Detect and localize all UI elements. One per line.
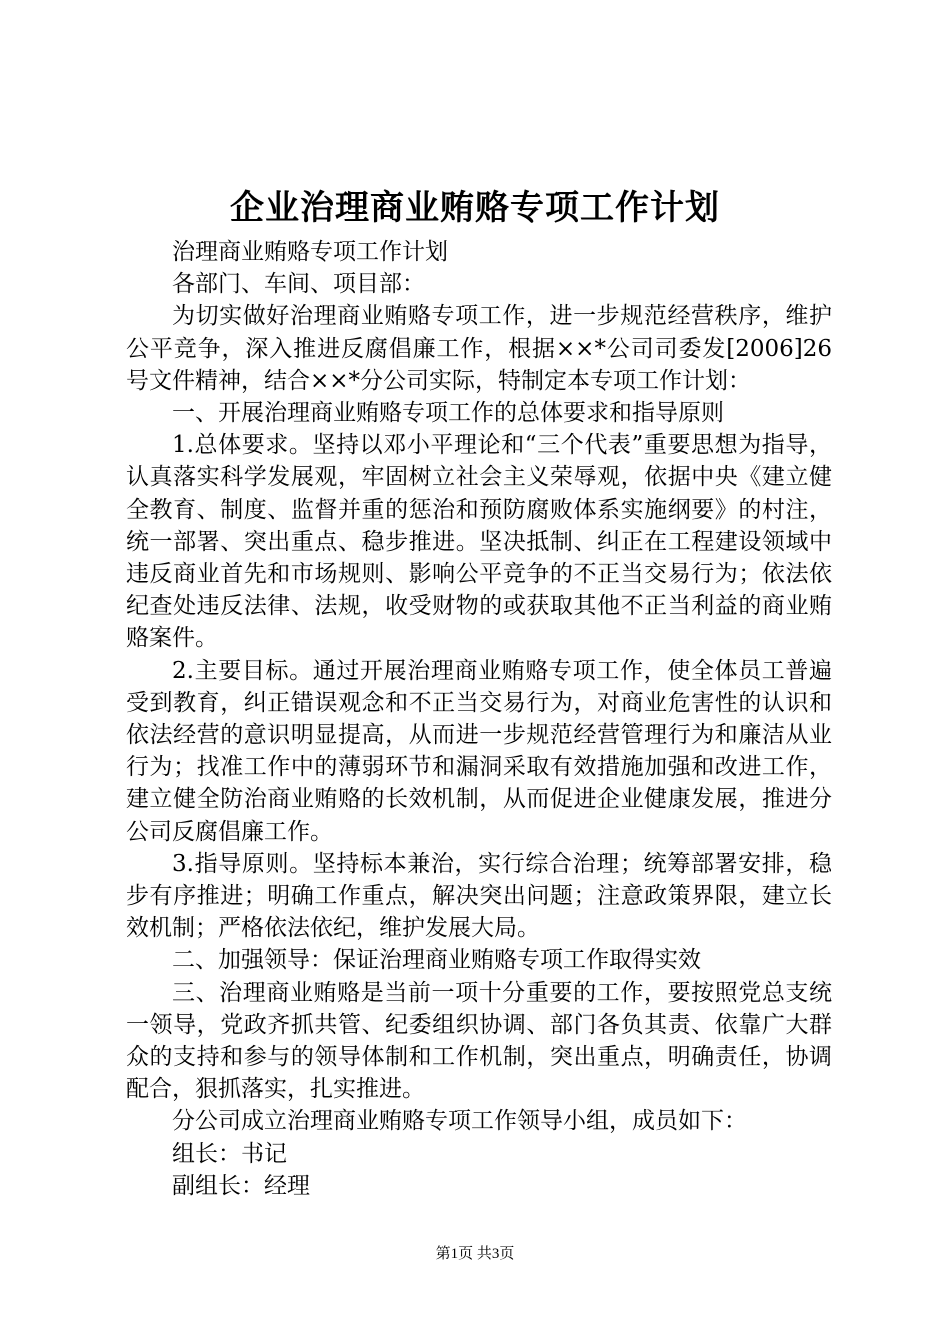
page-number-footer: 第1页 共3页 <box>435 1246 515 1262</box>
section-heading-2: 二、加强领导：保证治理商业贿赂专项工作取得实效 <box>172 947 701 974</box>
subtitle-line: 治理商业贿赂专项工作计划 <box>172 239 448 265</box>
intro-paragraph: 为切实做好治理商业贿赂专项工作，进一步规范经营秩序，维护公平竞争，深入推进反腐倡廉工作，根据××*公司司委发[2006]26号文件精神，结合××*分公司实际，特制定本专项工作计划： <box>126 303 832 394</box>
document-title: 企业治理商业贿赂专项工作计划 <box>230 188 720 228</box>
deputy-leader-line: 副组长：经理 <box>172 1172 310 1199</box>
leadership-group-intro: 分公司成立治理商业贿赂专项工作领导小组，成员如下： <box>172 1108 747 1135</box>
section-3-paragraph: 三、治理商业贿赂是当前一项十分重要的工作，要按照党总支统一领导，党政齐抓共管、纪委组织协调、部门各负其责、依靠广大群众的支持和参与的领导体制和工作机制，突出重点，明确责任，协调配合，狠抓落实，扎实推进。 <box>126 979 832 1103</box>
general-requirements-paragraph: 1.总体要求。坚持以邓小平理论和“三个代表”重要思想为指导，认真落实科学发展观，牢固树立社会主义荣辱观，依据中央《建立健全教育、制度、监督并重的惩治和预防腐败体系实施纲要》的村注，统一部署、突出重点、稳步推进。坚决抵制、纠正在工程建设领域中违反商业首先和市场规则、影响公平竞争的不正当交易行为；依法依纪查处违反法律、法规，收受财物的或获取其他不正当利益的商业贿赂案件。 <box>126 432 832 652</box>
guiding-principles-paragraph: 3.指导原则。坚持标本兼治，实行综合治理；统筹部署安排，稳步有序推进；明确工作重点，解决突出问题；注意政策界限，建立长效机制；严格依法依纪，维护发展大局。 <box>126 850 832 942</box>
main-goals-paragraph: 2.主要目标。通过开展治理商业贿赂专项工作，使全体员工普遍受到教育，纠正错误观念和不正当交易行为，对商业危害性的认识和依法经营的意识明显提高，从而进一步规范经营管理行为和廉洁从业行为；找准工作中的薄弱环节和漏洞采取有效措施加强和改进工作，建立健全防治商业贿赂的长效机制，从而促进企业健康发展，推进分公司反腐倡廉工作。 <box>126 657 832 845</box>
document-body <box>126 236 832 1202</box>
salutation: 各部门、车间、项目部： <box>172 271 425 298</box>
section-heading-1: 一、开展治理商业贿赂专项工作的总体要求和指导原则 <box>172 400 724 427</box>
group-leader-line: 组长：书记 <box>172 1140 287 1167</box>
